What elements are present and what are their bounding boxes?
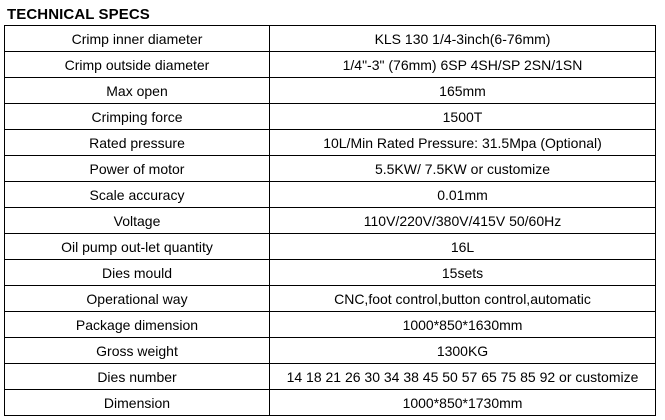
table-row	[5, 390, 656, 416]
spec-value: CNC,foot control,button control,automatic	[270, 286, 656, 312]
table-row	[5, 130, 656, 156]
spec-value: 1000*850*1630mm	[270, 312, 656, 338]
spec-value: 10L/Min Rated Pressure: 31.5Mpa (Optional)	[270, 130, 656, 156]
spec-label: Max open	[5, 78, 270, 104]
spec-label: Operational way	[5, 286, 270, 312]
table-row	[5, 234, 656, 260]
table-row	[5, 52, 656, 78]
spec-value: 0.01mm	[270, 182, 656, 208]
table-row	[5, 208, 656, 234]
spec-label: Oil pump out-let quantity	[5, 234, 270, 260]
spec-label: Scale accuracy	[5, 182, 270, 208]
table-row	[5, 78, 656, 104]
table-row	[5, 260, 656, 286]
spec-label: Crimp inner diameter	[5, 26, 270, 52]
spec-value: 1500T	[270, 104, 656, 130]
spec-label: Crimp outside diameter	[5, 52, 270, 78]
spec-label: Dimension	[5, 390, 270, 416]
spec-label: Rated pressure	[5, 130, 270, 156]
spec-value: 1000*850*1730mm	[270, 390, 656, 416]
spec-value: 1300KG	[270, 338, 656, 364]
spec-value: 110V/220V/380V/415V 50/60Hz	[270, 208, 656, 234]
spec-label: Dies mould	[5, 260, 270, 286]
spec-value: 5.5KW/ 7.5KW or customize	[270, 156, 656, 182]
spec-label: Dies number	[5, 364, 270, 390]
spec-value: 165mm	[270, 78, 656, 104]
table-row	[5, 286, 656, 312]
spec-label: Power of motor	[5, 156, 270, 182]
spec-label: Voltage	[5, 208, 270, 234]
spec-value: 1/4"-3" (76mm) 6SP 4SH/SP 2SN/1SN	[270, 52, 656, 78]
table-row	[5, 312, 656, 338]
specs-table-body	[5, 26, 656, 416]
page-title: TECHNICAL SPECS	[7, 6, 150, 23]
spec-value: 14 18 21 26 30 34 38 45 50 57 65 75 85 92 or customize	[270, 364, 656, 390]
spec-value: 15sets	[270, 260, 656, 286]
table-row	[5, 26, 656, 52]
table-row	[5, 338, 656, 364]
spec-value: KLS 130 1/4-3inch(6-76mm)	[270, 26, 656, 52]
table-row	[5, 156, 656, 182]
specs-table	[4, 25, 656, 416]
table-row	[5, 364, 656, 390]
table-row	[5, 182, 656, 208]
spec-value: 16L	[270, 234, 656, 260]
table-row	[5, 104, 656, 130]
spec-label: Package dimension	[5, 312, 270, 338]
spec-label: Gross weight	[5, 338, 270, 364]
spec-label: Crimping force	[5, 104, 270, 130]
